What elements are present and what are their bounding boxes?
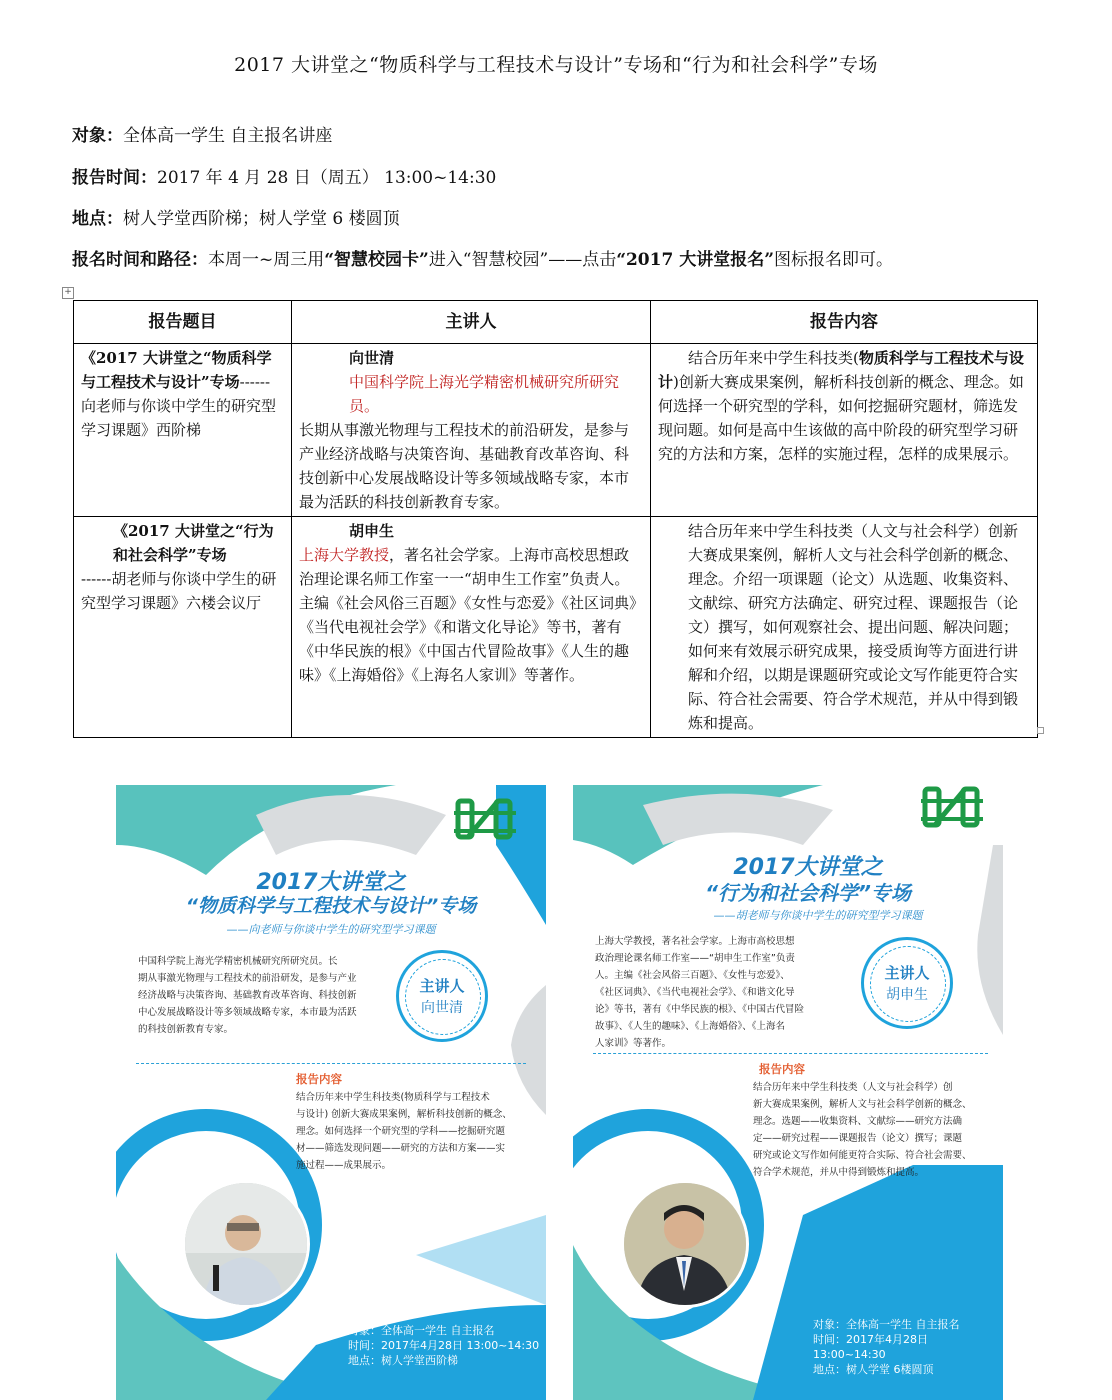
poster-right-title1: 2017大讲堂之 (733, 855, 883, 880)
poster-left-content (296, 1089, 536, 1174)
badge-name: 胡申生 (886, 987, 928, 1003)
content-line: 新大赛成果案例，解析人文与社会科学创新的概念、 (753, 1099, 972, 1110)
bio-line: 人。主编《社会风俗三百题》、《女性与恋爱》、 (595, 970, 790, 981)
poster-right-bio (595, 933, 855, 1052)
header-content: 报告内容 (651, 301, 1038, 344)
row2-topic (74, 517, 292, 738)
poster-right-content (753, 1079, 998, 1181)
signup-label: 报名时间和路径： (72, 250, 208, 270)
foot-line: 时间：2017年4月28日 13:00~14:30 (813, 1333, 928, 1361)
section-heading: 报告内容 (759, 1062, 805, 1076)
speaker-badge (861, 937, 953, 1029)
time-line (72, 163, 496, 188)
table-resize-handle[interactable] (1037, 727, 1044, 734)
poster-left-footer (348, 1323, 539, 1368)
foot-line: 地点：树人学堂西阶梯 (348, 1354, 458, 1367)
place-value: 树人学堂西阶梯；树人学堂 6 楼圆顶 (123, 209, 400, 229)
badge-label: 主讲人 (419, 977, 465, 995)
bio-line: 《社区词典》、《当代电视社会学》、《和谐文化导 (595, 987, 795, 998)
row2-content-text: 结合历年来中学生科技类（人文与社会科学）创新大赛成果案例，解析人文与社会科学创新的概念、理念。介绍一项课题（论文）从选题、收集资料、文献综、研究方法确定、研究过程、课题报告（论文）撰写，如何观察社会、提出问题、解决问题；如何来有效展示研究成果，接受质询等方面进行讲解和介绍，以期是课题研究或论文写作能更符合实际、符合社会需要、符合学术规范，并从中得到锻炼和提高。 (688, 522, 1019, 732)
poster-right-title2: “行为和社会科学”专场 (705, 881, 911, 905)
portrait-image (185, 1183, 307, 1305)
school-logo-icon (921, 785, 983, 829)
row1-topic-bold: 《2017 大讲堂之“物质科学与工程技术与设计”专场 (81, 349, 272, 391)
target-value: 全体高一学生 自主报名讲座 (123, 126, 333, 146)
foot-line: 对象：全体高一学生 自主报名 (813, 1318, 960, 1331)
target-line (72, 121, 332, 146)
table-row (74, 517, 1038, 738)
content-line: 符合学术规范，并从中得到锻炼和提高。 (753, 1167, 925, 1178)
row2-topic-rest: ------胡老师与你谈中学生的研究型学习课题》六楼会议厅 (81, 570, 277, 612)
page-title: 2017 大讲堂之“物质科学与工程技术与设计”专场和“行为和社会科学”专场 (234, 54, 878, 76)
speaker-photo (621, 1180, 749, 1308)
bio-line: 论》等书，著有《中华民族的根》、《中国古代冒险 (595, 1004, 805, 1015)
foot-line: 地点：树人学堂 6楼圆顶 (813, 1363, 934, 1376)
signup-line (72, 245, 893, 270)
table-row (74, 344, 1038, 517)
table-move-handle-icon[interactable]: + (62, 287, 74, 299)
row1-content-bold: 物质科学与工程技术与设计 (658, 349, 1024, 391)
content-line: 施过程——成果展示。 (296, 1160, 392, 1171)
badge-name: 向世清 (421, 1000, 463, 1016)
divider (136, 1063, 526, 1064)
poster-social-science (573, 785, 1003, 1400)
place-line (72, 204, 400, 229)
row1-content-pre: 结合历年来中学生科技类( (688, 349, 859, 367)
content-line: 结合历年来中学生科技类(物质科学与工程技术 (296, 1092, 490, 1103)
target-label: 对象： (72, 126, 123, 146)
poster-left-bio (138, 953, 388, 1038)
bio-line: 故事》、《人生的趣味》、《上海婚俗》、《上海名 (595, 1021, 786, 1032)
row2-speaker-name: 胡申生 (349, 522, 395, 540)
divider (593, 1053, 988, 1054)
poster-left-title2: “物质科学与工程技术与设计”专场 (185, 895, 477, 917)
signup-text-2: 进入“智慧校园”——点击 (428, 250, 617, 270)
row1-speaker (292, 344, 651, 517)
school-logo-icon (454, 797, 516, 841)
row1-content-post: )创新大赛成果案例，解析科技创新的概念、理念。如何选择一个研究型的学科，如何挖掘研究题材，筛选发现问题。如何是高中生该做的高中阶段的研究型学习研究的方法和方案，怎样的实施过程，怎样的成果展示。 (658, 373, 1024, 463)
place-label: 地点： (72, 209, 123, 229)
bio-line: 中国科学院上海光学精密机械研究所研究员。长 (138, 956, 338, 967)
bio-line: 政治理论课名师工作室——“胡申生工作室”负责 (595, 953, 795, 964)
table-header-row (74, 301, 1038, 344)
row1-speaker-bio: 长期从事激光物理与工程技术的前沿研发，是参与产业经济战略与决策咨询、基础教育改革咨询、科技创新中心发展战略设计等多领域战略专家，本市最为活跃的科技创新教育专家。 (299, 421, 630, 511)
poster-right-subtitle: ——胡老师与你谈中学生的研究型学习课题 (713, 909, 923, 922)
poster-physical-science (116, 785, 546, 1400)
time-label: 报告时间： (72, 168, 157, 188)
content-line: 理念。如何选择一个研究型的学科——挖掘研究题 (296, 1126, 506, 1137)
row1-content (651, 344, 1038, 517)
time-value: 2017 年 4 月 28 日（周五） 13:00~14:30 (157, 168, 497, 188)
header-speaker: 主讲人 (292, 301, 651, 344)
poster-right-footer (813, 1317, 1003, 1377)
speaker-badge (396, 950, 488, 1042)
content-line: 定——研究过程——课题报告（论文）撰写；课题 (753, 1133, 963, 1144)
bio-line: 上海大学教授，著名社会学家。上海市高校思想 (595, 936, 795, 947)
row1-topic-rest: ------向老师与你谈中学生的研究型学习课题》西阶梯 (81, 373, 277, 439)
signup-card: “智慧校园卡” (324, 250, 429, 270)
foot-line: 对象：全体高一学生 自主报名 (348, 1324, 495, 1337)
row1-speaker-name: 向世清 (349, 349, 395, 367)
section-heading: 报告内容 (296, 1072, 342, 1086)
portrait-image (624, 1183, 746, 1305)
header-topic: 报告题目 (74, 301, 292, 344)
bio-line: 的科技创新教育专家。 (138, 1024, 234, 1035)
signup-text-3: 图标报名即可。 (774, 250, 893, 270)
signup-item: “2017 大讲堂报名” (616, 250, 774, 270)
row2-speaker (292, 517, 651, 738)
poster-left-subtitle: ——向老师与你谈中学生的研究型学习课题 (226, 923, 436, 936)
foot-line: 时间：2017年4月28日 13:00~14:30 (348, 1339, 540, 1352)
row2-topic-bold: 《2017 大讲堂之“行为和社会科学”专场 (113, 522, 274, 564)
badge-label: 主讲人 (884, 964, 930, 982)
row1-speaker-title: 中国科学院上海光学精密机械研究所研究员。 (349, 373, 620, 415)
content-line: 结合历年来中学生科技类（人文与社会科学）创 (753, 1082, 953, 1093)
poster-left-title1: 2017大讲堂之 (256, 870, 406, 895)
content-line: 材——筛选发现问题——研究的方法和方案——实 (296, 1143, 506, 1154)
row2-speaker-bio: ，著名社会学家。上海市高校思想政治理论课名师工作室一一“胡申生工作室”负责人。主编《社会风俗三百题》《女性与恋爱》《社区词典》《当代电视社会学》《和谐文化导论》等书，著有《中华民族的根》《中国古代冒险故事》《人生的趣味》《上海婚俗》《上海名人家训》等著作。 (299, 546, 637, 684)
signup-text-1: 本周一~周三用 (208, 250, 325, 270)
speaker-photo (182, 1180, 310, 1308)
bio-line: 经济战略与决策咨询、基础教育改革咨询、科技创新 (138, 990, 357, 1001)
content-line: 与设计) 创新大赛成果案例，解析科技创新的概念、 (296, 1109, 512, 1120)
row2-content (651, 517, 1038, 738)
content-line: 理念。选题——收集资料、文献综——研究方法确 (753, 1116, 963, 1127)
bio-line: 人家训》等著作。 (595, 1038, 672, 1049)
bio-line: 中心发展战略设计等多领域战略专家，本市最为活跃 (138, 1007, 357, 1018)
row2-speaker-title: 上海大学教授 (299, 546, 390, 564)
content-line: 研究或论文写作如何能更符合实际、符合社会需要、 (753, 1150, 972, 1161)
row1-topic (74, 344, 292, 517)
schedule-table (73, 300, 1038, 738)
bio-line: 期从事激光物理与工程技术的前沿研发，是参与产业 (138, 973, 357, 984)
